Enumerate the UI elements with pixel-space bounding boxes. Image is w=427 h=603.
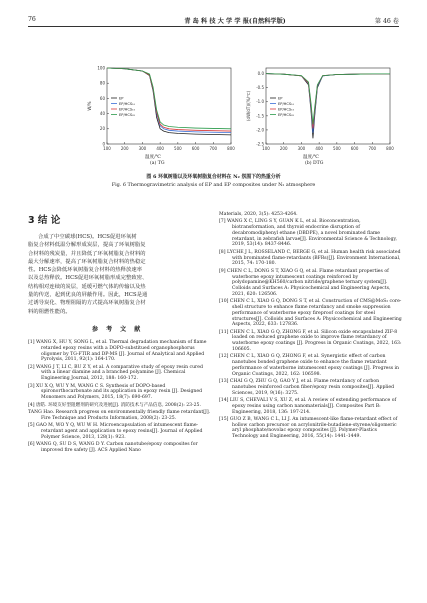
reference-entry: [6] WANG Q, SU D S, WANG D Y. Carbon nanotube/epoxy composites for improved fire safety [J]. ACS Applied Nano: [28, 442, 198, 453]
panel-a-xlabel: 温度/℃: [145, 155, 161, 160]
y-axis-label: W/%: [87, 101, 92, 111]
panel-a-label: (a) TG: [150, 161, 165, 166]
paragraph-line: 合成了中空碳球(HCS)。HCS促进环氧树: [38, 234, 137, 240]
y-tick-label: -1.5: [256, 113, 264, 119]
y-tick-label: 80: [99, 80, 105, 86]
section-title: 3 结 论: [28, 215, 61, 226]
paragraph-line: 量的传送，起到优良的屏蔽作用。因此，HCS是通: [28, 292, 148, 299]
legend-label: EP: [119, 96, 124, 101]
x-tick-label: 500: [174, 146, 182, 151]
reference-entry: TANG Hao. Research progress on environmentally friendly flame retardant[J]. Fire Technique and Products Information, 2008(2): 23-25.: [28, 410, 211, 421]
legend-label: EP/HCS₁₀: [119, 101, 136, 106]
series-line: [107, 68, 231, 131]
x-tick-label: 600: [191, 146, 200, 151]
reference-entry: [10] CHEN C L, XIAO G Q, DONG S T, et al. Construction of CMS@MoS₂ core-shell structure to enhance flame retardancy and smoke suppression performance of waterborne epoxy fireproof coatings for steel structures[J]. Colloids and Surfaces A: Physicochemical and Engineering Aspects, 2022, 633: 127836.: [219, 299, 402, 328]
reference-entry: [7] WANG X C, LING S Y, GUAN K L, et al. Bioconcentration, biotransformation, and thyroid endocrine disruption of decabromodiphenyl ethane (DBDPE), a novel brominated flame retardant, in zebrafish larvae[J]. Environmental Science & Technology, 2019, 53(14): 8437-8446.: [219, 219, 397, 248]
y-tick-label: 40: [99, 111, 105, 116]
panel-b-label: (b) DTG: [305, 161, 324, 166]
conclusion-paragraph: [28, 233, 211, 316]
plot-frame: [266, 68, 390, 144]
reference-entry: [8] LYCHE J L, ROSSELAND C, BERGE G, et al. Human health risk associated with brominated flame-retardants (BFRs)[J]. Environment International, 2015, 74: 170-180.: [219, 249, 401, 267]
y-tick-label: -2.5: [256, 141, 264, 147]
paragraph-line: 性。HCS会降低环氧树脂复合材料的热释放速率: [28, 267, 143, 274]
paragraph-line: 结构相对连续的炭层，延缓可燃气体的传输以及热: [28, 283, 146, 290]
reference-entry: [15] GUO Z B, WANG C L, LI J. An intumescent-like flame-retardant effect of hollow carbon precursor on acrylonitrile-butadiene-styrene/oligomeric aryl phosphate/novolac epoxy composites [J]. Polymer-Plastics Technology and Engineering, 2016, 55(14): 1441-1449.: [219, 416, 398, 440]
paragraph-line: 最大分解速率，提高了环氧树脂复合材料的热稳定: [28, 258, 146, 265]
series-line: [107, 68, 231, 129]
reference-entry: [1] WANG X, HU Y, SONG L, et al. Thermal degradation mechanism of flame retarded epoxy resins with a DOPO-substitued organophosphorus oligomer by TG-FTIR and DP-MS [J]. Journal of Analytical and Applied Pyrolysis, 2011, 92(1): 164-170.: [28, 340, 207, 363]
x-tick-label: 200: [279, 146, 288, 151]
series-line: [266, 74, 390, 139]
reference-entry: [9] CHEN C L, DONG S T, XIAO G Q, et al. Flame retardant properties of waterborne epoxy intumescent coatings reinforced by polydopamine@KH560/carbon nitride/graphene ternary system[J]. Colloids and Surfaces A: Physicochemical and Engineering Aspects, 2021, 620: 126506.: [219, 268, 391, 297]
paragraph-line: 合材料的残炭量，并且降低了环氧树脂复合材料的: [28, 250, 146, 257]
legend-label: EP/HCS₂₀: [278, 112, 295, 117]
legend-label: EP/HCS₁₅: [278, 107, 295, 112]
y-tick-label: 60: [99, 95, 105, 101]
y-tick-label: -0.5: [256, 85, 264, 91]
y-tick-label: 0.0: [257, 71, 264, 77]
figure-caption-en: Fig. 6 Thermogravimetric analysis of EP and EP composites under N₂ atmosphere: [111, 182, 316, 188]
y-tick-label: -2.0: [256, 127, 264, 133]
references-right: [219, 212, 402, 442]
y-tick-label: -1.0: [256, 99, 264, 105]
reference-entry: [13] CHAI G Q, ZHU G Q, GAO Y J, et al. Flame retardancy of carbon nanotubes reinforced carbon fiber/epoxy resin composites[J]. Applied Sciences, 2019, 9(16): 3275.: [219, 379, 395, 396]
y-axis-label: (dW/dT)/(%/℃): [246, 90, 251, 122]
reference-entry: Materials, 2020, 3(5): 4253-4264.: [219, 212, 298, 217]
legend-label: EP: [278, 96, 283, 101]
tg-chart: [85, 64, 235, 156]
reference-entry: [14] LIU S, CHEVALI V S, XU Z, et al. A review of extending performance of epoxy resins using carbon nanomaterials[J]. Composites Part B: Engineering, 2018, 136: 197-214.: [219, 398, 397, 415]
panel-b-xlabel: 温度/℃: [303, 155, 319, 160]
x-tick-label: 200: [120, 146, 129, 151]
y-tick-label: 0: [102, 141, 105, 147]
figure-caption-cn: 图 6 环氧树脂以及环氧树脂复合材料在 N₂ 氛围下的热重分析: [146, 174, 281, 180]
x-tick-label: 500: [333, 146, 341, 151]
x-tick-label: 400: [156, 146, 164, 151]
legend-label: EP/HCS₂₀: [119, 112, 136, 117]
x-tick-label: 100: [262, 146, 270, 151]
reference-entry: [11] CHEN C L, XIAO G Q, ZHONG F, et al. Silicon oxide encapsulated ZIF-8 loaded on reduced graphene oxide to improve flame retardancy of waterborne epoxy coatings [J]. Progress in Organic Coatings, 2022, 163: 106605.: [219, 329, 402, 352]
page-number: 76: [28, 16, 36, 23]
legend-label: EP/HCS₁₀: [278, 101, 295, 106]
x-tick-label: 600: [350, 146, 359, 151]
volume-label: 第 46 卷: [374, 18, 399, 25]
y-tick-label: 20: [99, 126, 105, 132]
journal-title: 青 岛 科 技 大 学 学 报(自然科学版): [184, 18, 286, 25]
x-tick-label: 300: [297, 146, 306, 151]
paragraph-line: 料的阻燃性能的。: [28, 308, 71, 315]
paragraph-line: 以及总热释放。HCS促进环氧树脂形成完整致密、: [28, 275, 148, 282]
paragraph-line: 过诱导炭化、物理阻隔的方式提高环氧树脂复合材: [28, 300, 146, 307]
x-tick-label: 800: [386, 146, 394, 151]
reference-entry: [3] XU X Q, WU Y M, WANG C S. Synthesis of DOPO-based spironorthocarbonate and its application in epoxy resin [J]. Designed Monomers and Polymers, 2015, 18(7): 690-697.: [28, 383, 203, 401]
references-left: [28, 340, 211, 455]
reference-entry: [5] GAO M, WO Y Q, WU W H. Microencapsulation of intumescent flame-retardant agent and application to epoxy resins[J]. Journal of Applied Polymer Science, 2013, 128(1): 923.: [28, 423, 203, 440]
reference-entry: [12] CHEN C L, XIAO G Q, ZHONG F, et al. Synergistic effect of carbon nanotubes bonded graphene oxide to enhance the flame retardant performance of waterborne intumescent epoxy coatings [J]. Progress in Organic Coatings, 2022, 162: 106598.: [219, 354, 399, 377]
series-line: [107, 68, 231, 133]
x-tick-label: 300: [138, 146, 147, 151]
x-tick-label: 700: [368, 146, 377, 151]
header-rule: [28, 26, 399, 27]
reference-entry: [4] 唐皓. 环境友好型阻燃剂的研究及进展[J]. 消防技术与产品信息, 2008(2): 23-25.: [28, 402, 201, 408]
x-tick-label: 700: [209, 146, 218, 151]
x-tick-label: 400: [315, 146, 323, 151]
x-tick-label: 800: [227, 146, 235, 151]
paragraph-line: 脂复合材料低温分解形成炭层，提高了环氧树脂复: [28, 242, 146, 249]
y-tick-label: 100: [97, 65, 105, 71]
x-tick-label: 100: [103, 146, 111, 151]
reference-entry: [2] WANG J T, LI C, BU Z Y, et al. A comparative study of epoxy resin cured with a linear diamine and a branched polyamine [J]. Chemical Engineering Journal, 2012, 188: 160-172.: [28, 364, 203, 382]
legend-label: EP/HCS₁₅: [119, 107, 136, 112]
references-heading: 参 考 文 献: [92, 326, 144, 333]
dtg-chart: [244, 64, 394, 156]
